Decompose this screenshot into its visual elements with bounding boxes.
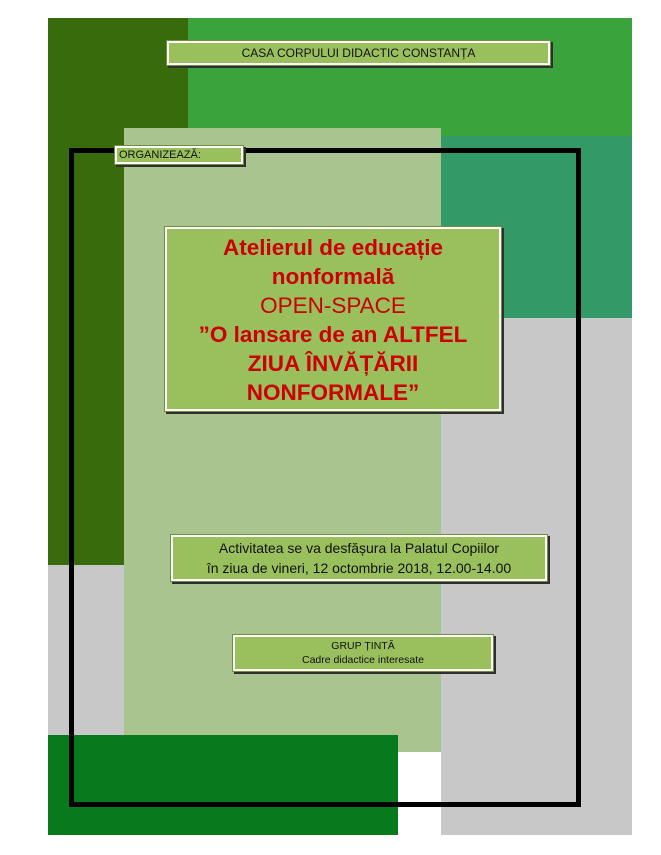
title-line-3: OPEN-SPACE — [260, 293, 406, 318]
bright-green-block-top — [188, 18, 632, 136]
dark-green-block-top — [48, 18, 188, 138]
title-line-1: Atelierul de educație — [222, 235, 444, 260]
title-line-4: ”O lansare de an ALTFEL — [198, 322, 468, 347]
location-text: Activitatea se va desfășura la Palatul Copiilor — [218, 540, 500, 556]
title-line-2: nonformală — [271, 264, 395, 289]
date-text: în ziua de vineri, 12 octombrie 2018, 12.00-14.00 — [206, 560, 512, 576]
target-group-value: Cadre didactice interesate — [302, 654, 424, 666]
institution-name: CASA CORPULUI DIDACTIC CONSTANȚA — [241, 46, 476, 60]
event-details-box — [170, 534, 548, 582]
target-group-label: GRUP ȚINTĂ — [331, 640, 395, 652]
organizer-label: ORGANIZEAZĂ: — [114, 145, 244, 165]
title-line-6: NONFORMALE” — [246, 380, 420, 405]
event-title-box — [164, 226, 502, 412]
institution-banner — [166, 40, 551, 66]
target-group-box — [232, 634, 494, 672]
title-line-5: ZIUA ÎNVĂȚĂRII — [247, 351, 419, 376]
